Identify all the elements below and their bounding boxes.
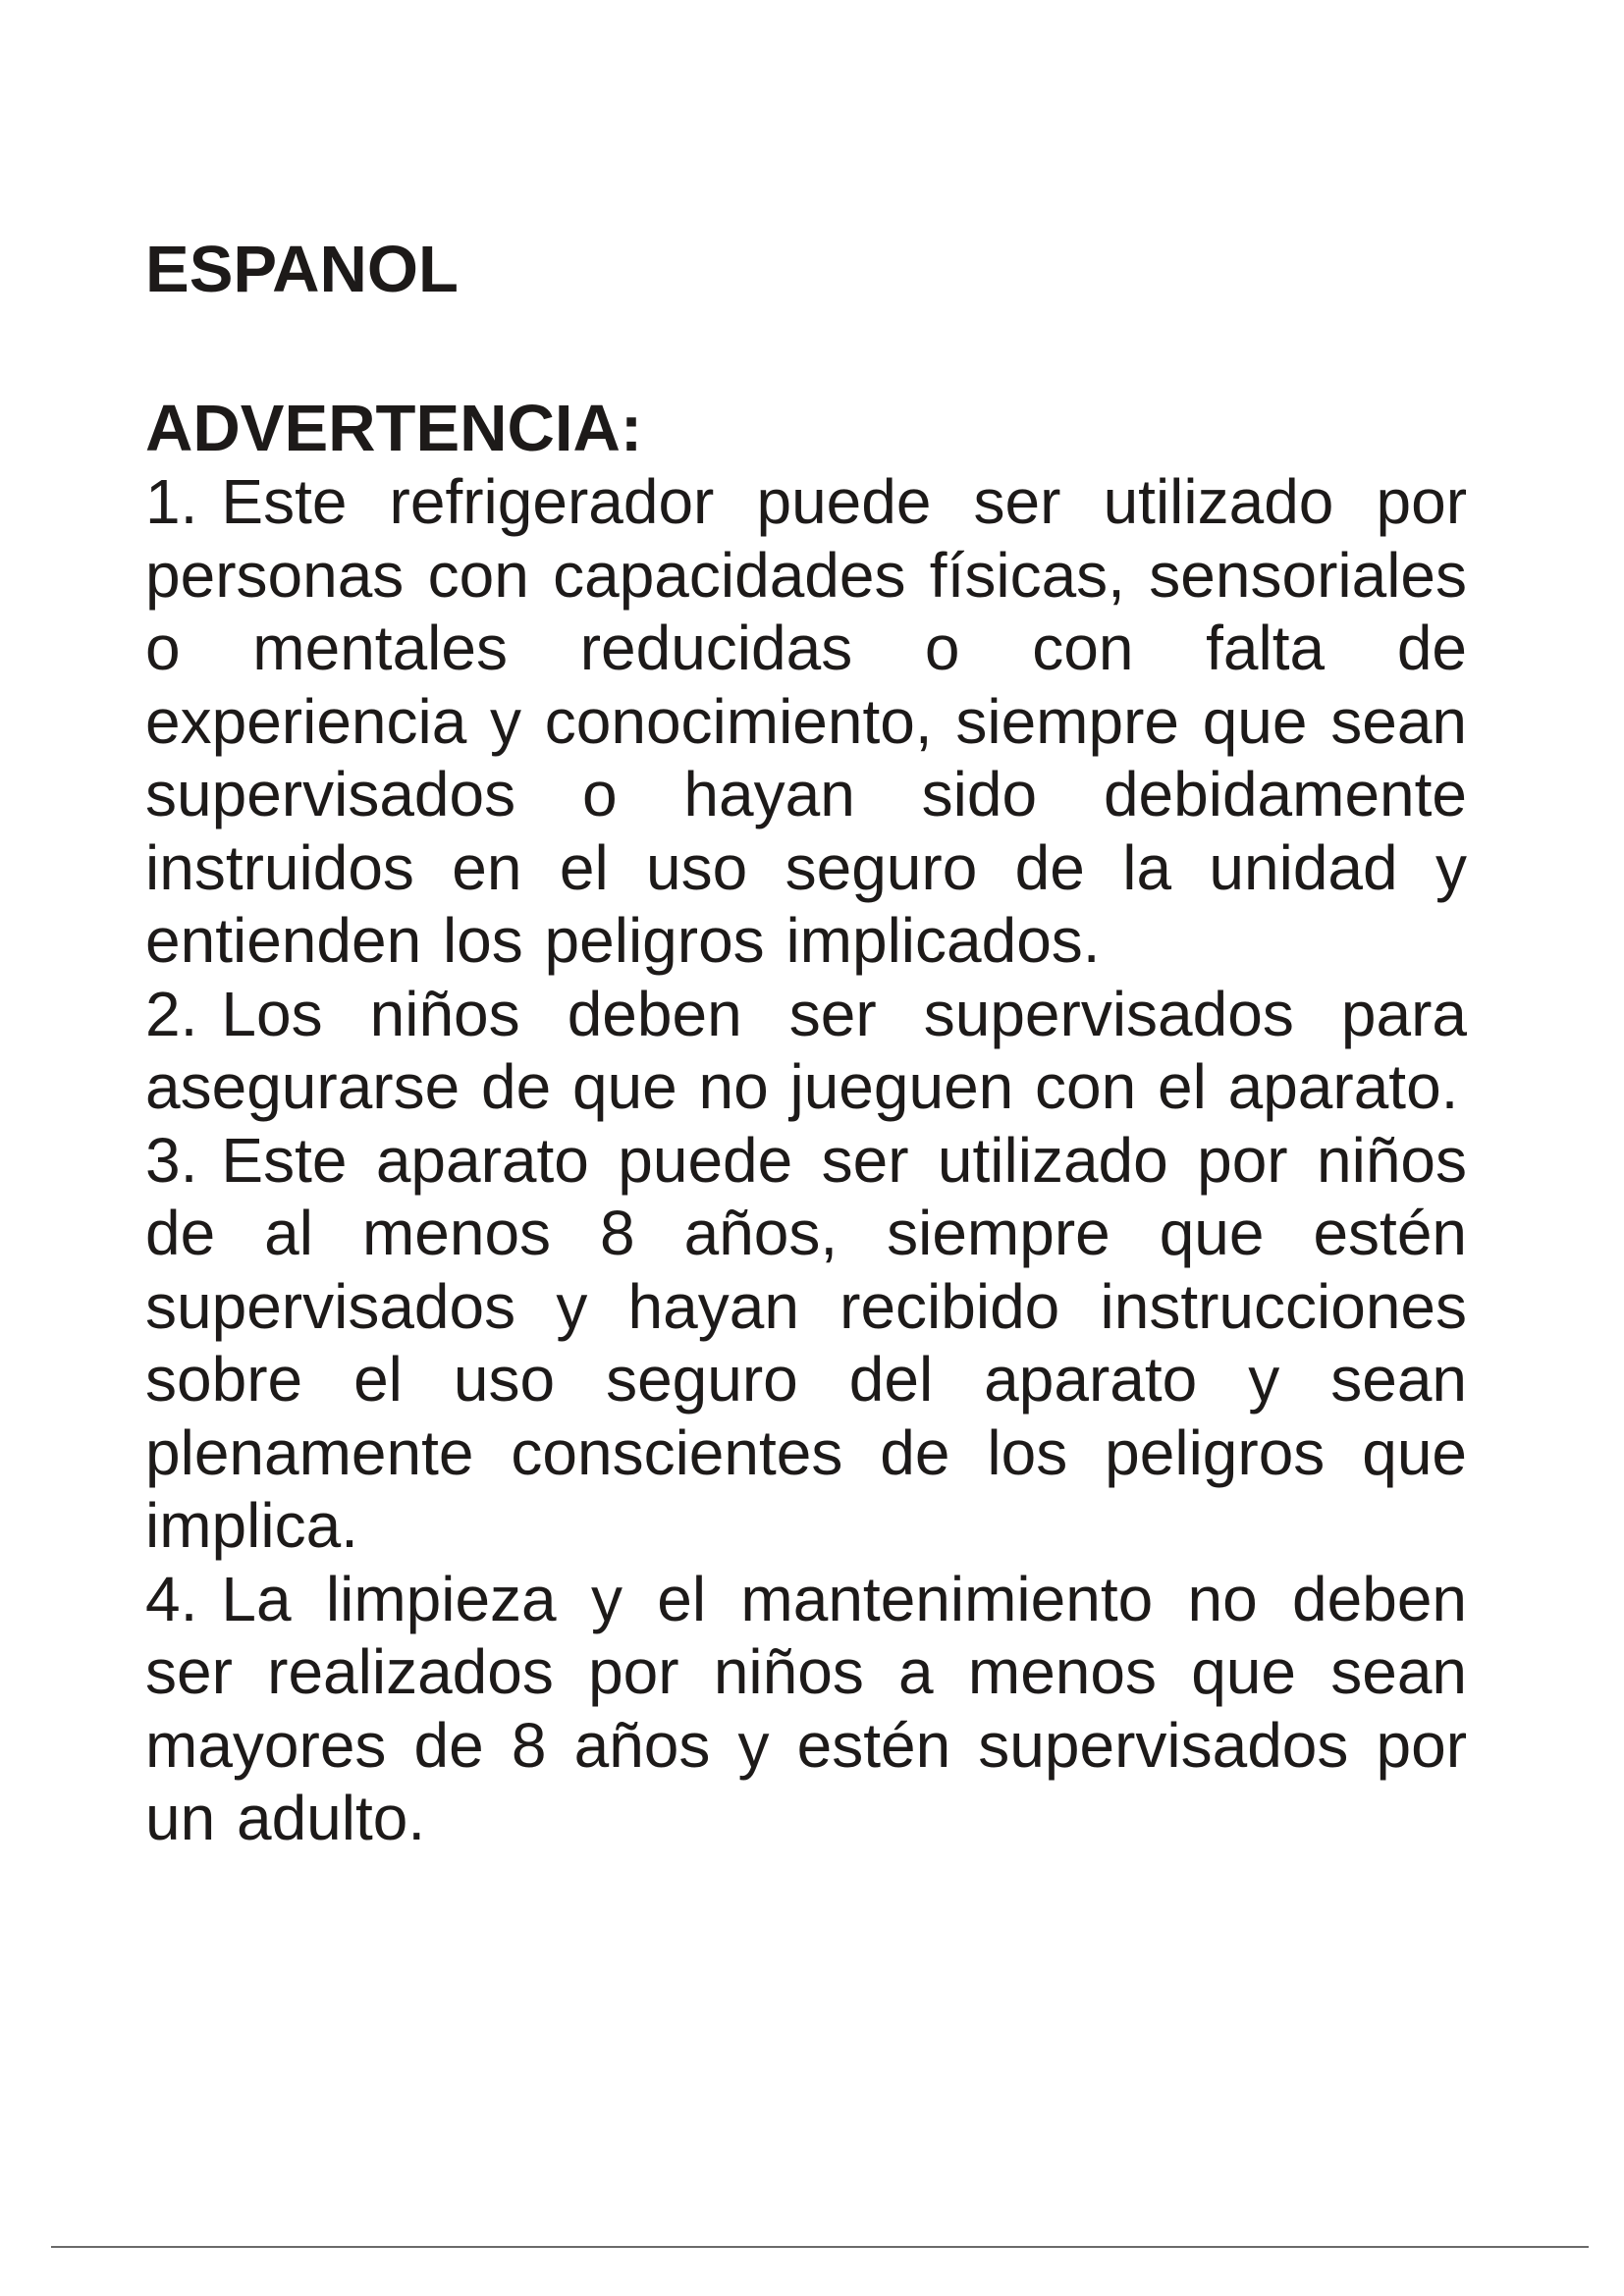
footer-divider	[51, 2246, 1589, 2248]
warning-item-1	[145, 465, 1467, 978]
document-body	[145, 234, 1467, 1855]
warning-item-3	[145, 1124, 1467, 1563]
item-number: 4.	[145, 1563, 198, 1634]
warning-item-2	[145, 978, 1467, 1124]
item-number: 2.	[145, 978, 198, 1049]
item-text: Los niños deben ser supervisados para asegurarse de que no jueguen con el aparato.	[145, 978, 1467, 1122]
item-text: Este refrigerador puede ser utilizado por personas con capacidades físicas, sensoriales o mentales reducidas o con falta de experiencia y conocimiento, siempre que sean supervisados o hayan sido debidamente instruidos en el uso seguro de la unidad y entienden los peligros implicados.	[145, 466, 1467, 976]
item-number: 3.	[145, 1124, 198, 1196]
item-text: Este aparato puede ser utilizado por niños de al menos 8 años, siempre que estén supervisados y hayan recibido instrucciones sobre el uso seguro del aparato y sean plenamente conscientes de los peligros que implica.	[145, 1124, 1467, 1561]
item-number: 1.	[145, 466, 198, 537]
language-heading: ESPANOL	[145, 233, 459, 306]
warning-item-4	[145, 1563, 1467, 1855]
warning-heading: ADVERTENCIA:	[145, 392, 643, 465]
item-text: La limpieza y el mantenimiento no deben ser realizados por niños a menos que sean mayores de 8 años y estén supervisados por un adulto.	[145, 1563, 1467, 1853]
